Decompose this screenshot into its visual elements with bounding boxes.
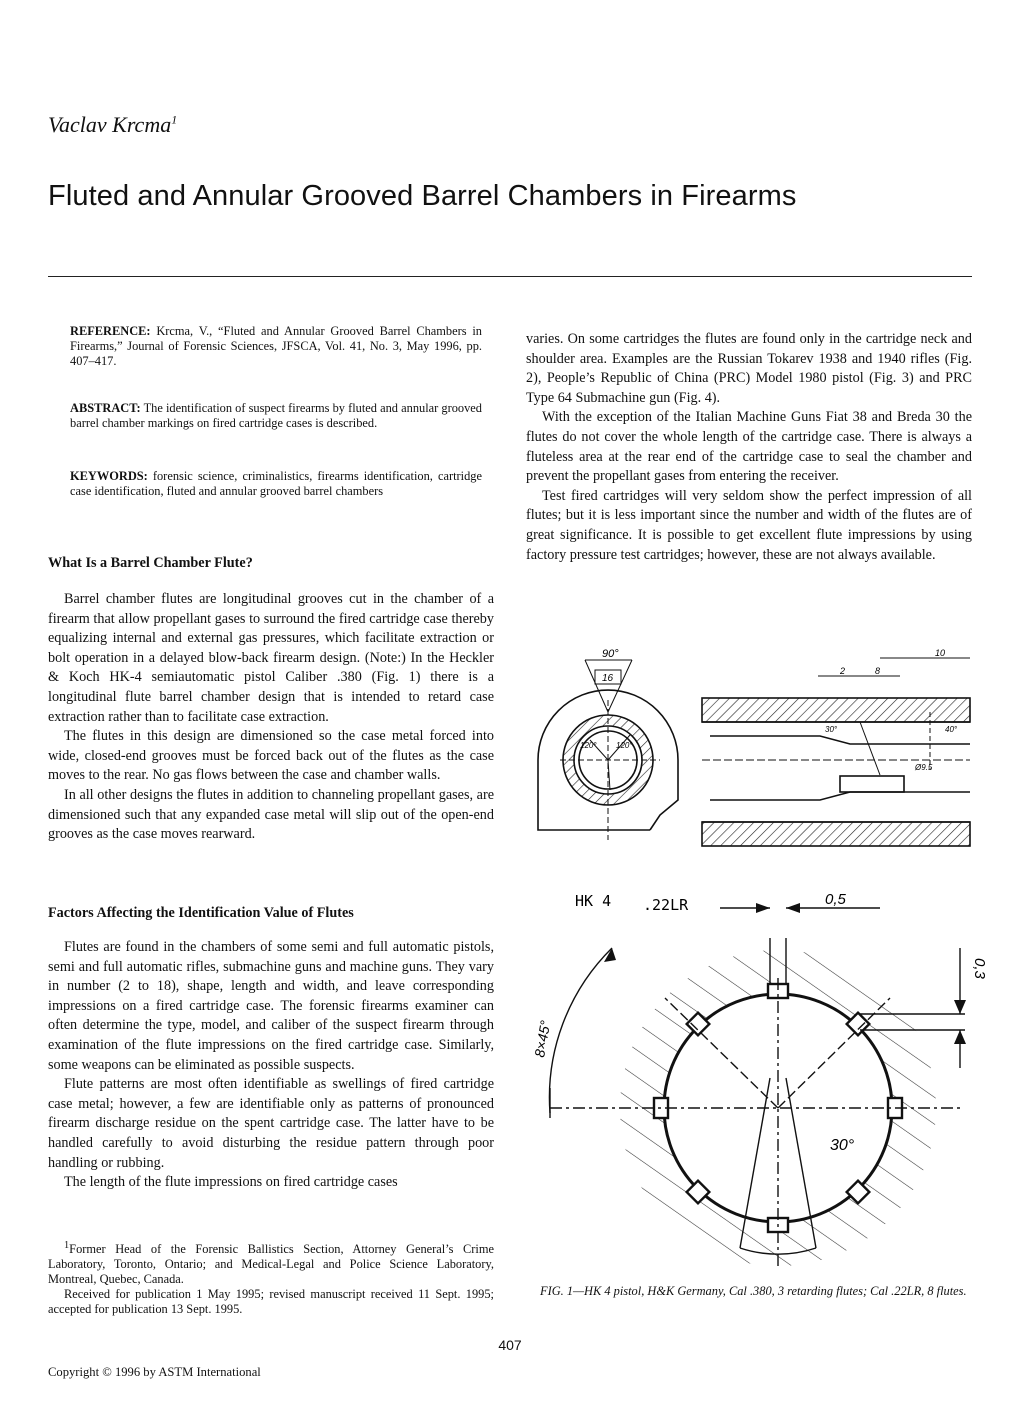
label-angle90: 90° (602, 648, 619, 660)
label-angle30: 30° (830, 1137, 855, 1154)
section1-paragraph: The flutes in this design are dimensioned so the case metal forced into wide, closed-end grooves must be forced back out of the flutes as the case moves to the rear. No gas flows between the case and chamber walls. (48, 728, 494, 784)
section2-paragraph: Flutes are found in the chambers of some semi and full automatic pistols, semi and full automatic rifles, submachine guns and machine guns. They vary in number (2 to 18), shape, length and width, and leave corresponding impressions on a fired cartridge case. The forensic firearms examiner can often determine the type, model, and caliber of the suspect firearm through examination of the flute impressions on the fired cartridge case. Similarly, some weapons can be eliminated as possible suspects. (48, 939, 494, 1073)
section1-paragraph: In all other designs the flutes in addition to channeling propellant gases, are dimensioned such that any expanded case metal will slip out of the open-end grooves as the case moves rearward. (48, 786, 494, 843)
reference-text: Krcma, V., “Fluted and Annular Grooved Barrel Chambers in Firearms,” Journal of Forensic Sciences, JFSCA, Vol. 41, No. 3, May 1996, pp. 407–417. (70, 324, 482, 368)
label-dim03: 0,3 (971, 958, 988, 979)
page-number: 407 (498, 1337, 522, 1353)
footnote-affiliation (48, 1238, 494, 1287)
abstract-block (70, 401, 482, 431)
figure1-caption: FIG. 1—HK 4 pistol, H&K Germany, Cal .380, 3 retarding flutes; Cal .22LR, 8 flutes. (540, 1284, 967, 1298)
keywords-label: KEYWORDS: (70, 469, 148, 483)
article-title: Fluted and Annular Grooved Barrel Chambers in Firearms (48, 180, 797, 212)
reference-label: REFERENCE: (70, 324, 151, 338)
label-dim2: 2 (840, 666, 846, 676)
keywords-block (70, 469, 482, 499)
label-chamfer: 8×45° (531, 1019, 554, 1059)
reference-paragraph (70, 324, 482, 369)
footnote-block (48, 1238, 494, 1317)
label-dim05: 0,5 (825, 891, 846, 908)
abstract-text: The identification of suspect firearms by fluted and annular grooved barrel chamber markings on fired cartridge cases is described. (70, 401, 482, 430)
figure1-top-drawing (520, 640, 980, 862)
footnote-received: Received for publication 1 May 1995; revised manuscript received 11 Sept. 1995; accepted for publication 13 Sept. 1995. (48, 1287, 494, 1317)
right-paragraph: Test fired cartridges will very seldom show the perfect impression of all flutes; but it is less important since the number and width of the flutes are of great significance. It is possible to get excellent flute impressions by using factory pressure test cartridges; however, these are not always available. (526, 487, 972, 563)
footnote-text: Former Head of the Forensic Ballistics Section, Attorney General’s Crime Laboratory, Toronto, Ontario; and Medical-Legal and Police Science Laboratory, Montreal, Quebec, Canada. (48, 1242, 494, 1287)
label-dim10: 10 (935, 648, 946, 658)
keywords-text: forensic science, criminalistics, firearms identification, cartridge case identification, fluted and annular grooved barrel chambers (70, 469, 482, 498)
footnote-mark: 1 (64, 1240, 70, 1251)
section1-paragraph: Barrel chamber flutes are longitudinal grooves cut in the chamber of a firearm that allow propellant gases to surround the fired cartridge case thereby equalizing internal and external gas pressures, which facilitate extraction or bolt operation in a delayed blow-back firearm design. (Note:) In the Heckler & Koch HK-4 semiautomatic pistol Caliber .380 (Fig. 1) there is a longitudinal flute barrel chamber design that is intended to retard case extraction rather than to facilitate case extraction. (48, 591, 494, 725)
right-paragraph: With the exception of the Italian Machine Guns Fiat 38 and Breda 30 the flutes do not cover the whole length of the cartridge case. There is always a fluteless area at the rear end of the cartridge case to seal the chamber and prevent the propellant gases from entering the receiver. (526, 409, 972, 485)
label-caliber: .22LR (643, 896, 689, 914)
section2-paragraph: The length of the flute impressions on fired cartridge cases (64, 1174, 398, 1191)
label-a40: 40° (945, 725, 958, 734)
title-rule (48, 276, 972, 277)
label-120a: 120° (580, 741, 597, 750)
label-model: HK 4 (575, 892, 612, 910)
keywords-paragraph (70, 469, 482, 499)
label-dim16: 16 (602, 673, 614, 684)
abstract-label: ABSTRACT: (70, 401, 141, 415)
longitudinal-view (702, 658, 970, 846)
label-120b: 120° (616, 741, 633, 750)
section1-heading: What Is a Barrel Chamber Flute? (48, 555, 253, 571)
reference-block (70, 324, 482, 369)
abstract-paragraph (70, 401, 482, 431)
label-a30: 30° (825, 725, 838, 734)
right-paragraph: varies. On some cartridges the flutes are found only in the cartridge neck and shoulder area. Examples are the Russian Tokarev 1938 and 1940 rifles (Fig. 2), People’s Republic of China (PRC) Model 1980 pistol (Fig. 3) and PRC Type 64 Submachine gun (Fig. 4). (526, 331, 972, 406)
right-column-body (526, 330, 972, 565)
label-dia: Ø9.5 (915, 763, 933, 772)
label-dim8: 8 (875, 666, 881, 676)
section2-heading: Factors Affecting the Identification Value of Flutes (48, 905, 354, 921)
section2-paragraph: Flute patterns are most often identifiable as swellings of fired cartridge case metal; however, a few are identifiable only as patterns of pronounced firearm discharge residue on the spent cartridge case. The latter have to be handled carefully to avoid disturbing the residue pattern through poor handling or rubbing. (48, 1076, 494, 1171)
section2-body (48, 938, 494, 1193)
cross-section-view (538, 660, 678, 840)
author-footnote-mark: 1 (171, 112, 178, 127)
figure1-bottom-drawing (520, 888, 988, 1278)
copyright-notice: Copyright © 1996 by ASTM International (48, 1365, 261, 1379)
section1-body (48, 590, 494, 845)
author-name: Vaclav Krcma$^1$ (48, 112, 178, 137)
